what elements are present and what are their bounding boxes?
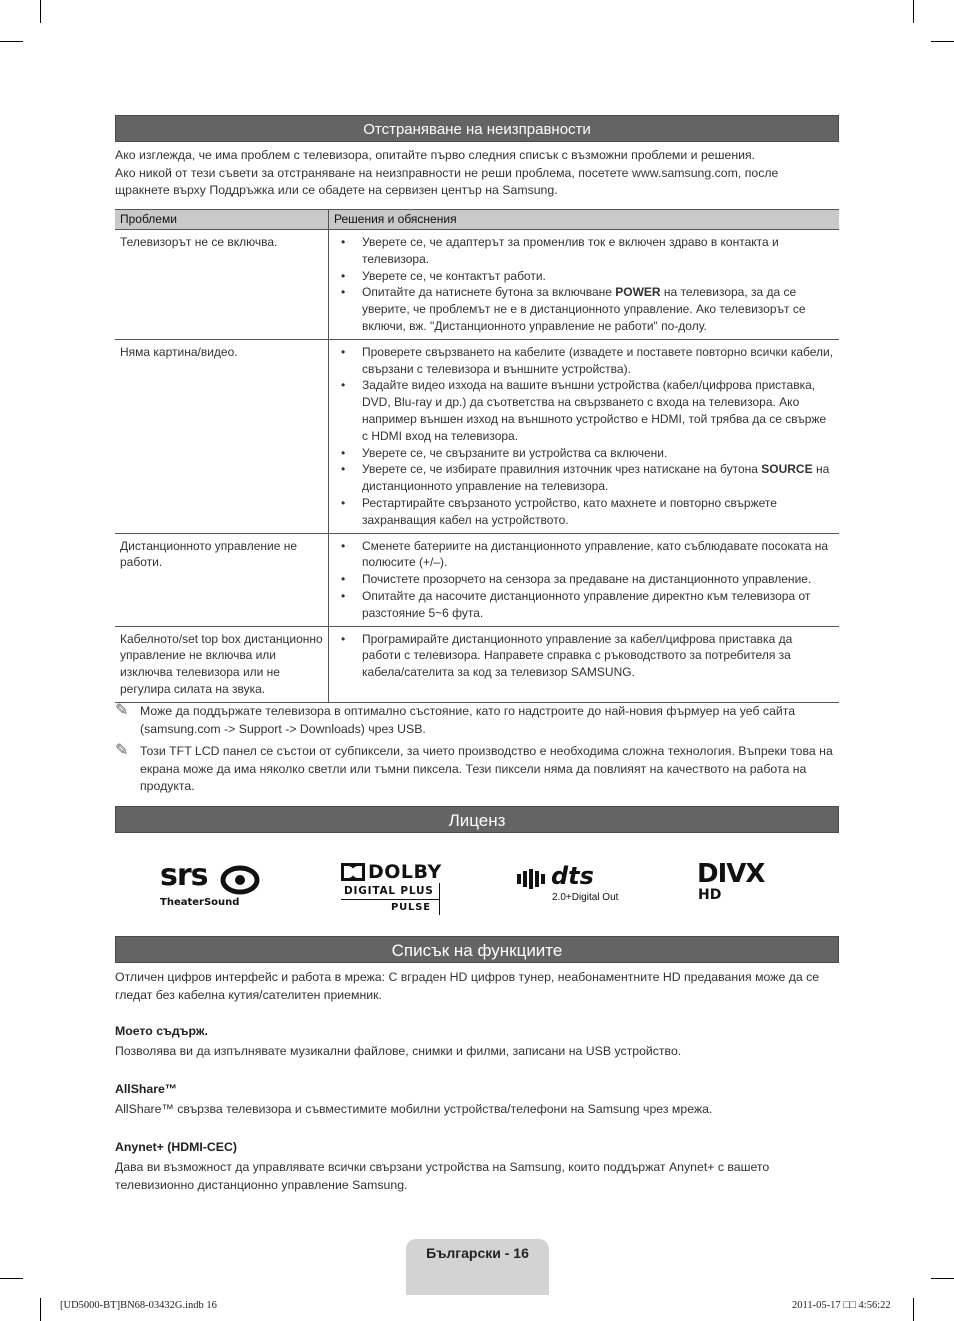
column-header-problems: Проблеми <box>115 210 329 230</box>
table-row <box>115 339 839 533</box>
dolby-pulse-text: PULSE <box>391 902 431 913</box>
troubleshooting-intro <box>115 147 839 200</box>
srs-logo <box>160 858 260 912</box>
feature-text: AllShare™ свързва телевизора и съвместимите мобилни устройства/телефони на Samsung чрез мрежа. <box>115 1102 713 1116</box>
feature-heading: Anynet+ (HDMI-CEC) <box>115 1140 237 1154</box>
note-text: Този TFT LCD панел се състои от субпиксели, за чието производство е необходима сложна технология. Въпреки това на екрана може да има няколко светли или тъмни пиксела. Тези пиксели няма да повлияят на качеството на работа на продукта. <box>140 744 833 793</box>
dts-logo <box>517 862 622 906</box>
features-intro: Отличен цифров интерфейс и работа в мрежа: С вграден HD цифров тунер, неабонаментните HD предавания може да се гледат без кабелна кутия/сателитен приемник. <box>115 970 820 1002</box>
solutions-cell <box>329 339 840 533</box>
srs-logo-subtext: TheaterSound <box>160 897 240 908</box>
divx-hd-text: HD <box>698 887 722 903</box>
dolby-frame-line <box>439 883 440 915</box>
srs-swirl-icon <box>220 865 260 895</box>
feature-text: Позволява ви да изпълнявате музикални файлове, снимки и филми, записани на USB устройство. <box>115 1044 682 1058</box>
solution-item: • Уверете се, че контактът работи. <box>334 268 834 285</box>
table-header-row <box>115 210 839 230</box>
crop-mark <box>0 1278 23 1279</box>
intro-line: Ако никой от тези съвети за отстраняване на неизправности не реши проблема, посетете www.samsung.com, после <box>115 165 779 180</box>
solution-item: • Почистете прозорчето на сензора за предаване на дистанционното управление. <box>334 571 834 588</box>
problem-cell: Телевизорът не се включва. <box>115 230 329 340</box>
table-row <box>115 626 839 702</box>
section-title-features: Списък на функциите <box>115 936 839 963</box>
pencil-note-icon: ✎ <box>115 702 129 719</box>
column-header-solutions: Решения и обяснения <box>329 210 840 230</box>
crop-mark <box>40 1298 41 1321</box>
dolby-double-d-icon <box>341 863 365 881</box>
dolby-logo-text: DOLBY <box>368 861 442 883</box>
crop-mark <box>913 1298 914 1321</box>
solution-item: • Уверете се, че свързаните ви устройства са включени. <box>334 445 834 462</box>
note-firmware <box>115 703 839 738</box>
solutions-cell <box>329 533 840 626</box>
page-number-label: Български - 16 <box>426 1245 529 1261</box>
print-date-info: 2011-05-17 □□ 4:56:22 <box>792 1300 891 1311</box>
intro-line: Ако изглежда, че има проблем с телевизора, опитайте първо следния списък с възможни проблеми и решения. <box>115 148 756 162</box>
solution-item: • Уверете се, че адаптерът за променлив ток е включен здраво в контакта и телевизора. <box>334 234 834 268</box>
srs-logo-text: srs <box>160 858 208 893</box>
keyword-source: SOURCE <box>761 462 813 477</box>
crop-mark <box>40 0 41 23</box>
keyword-power: POWER <box>615 285 661 300</box>
dolby-digital-plus-text: DIGITAL PLUS <box>344 885 434 897</box>
feature-heading: AllShare™ <box>115 1082 178 1096</box>
dts-wave-icon <box>517 868 549 890</box>
solutions-cell <box>329 230 840 340</box>
dts-logo-text: dts <box>551 862 594 890</box>
solution-item: • Задайте видео изхода на вашите външни устройства (кабел/цифрова приставка, DVD, Blu-ray и др.) да съответства на свързването с входа на телевизора. Ако например външен изход на външното устройство е HDMI, той трябва да се свърже с HDMI вход на телевизора. <box>334 377 834 444</box>
table-row <box>115 533 839 626</box>
problem-cell: Няма картина/видео. <box>115 339 329 533</box>
solution-item: • Уверете се, че избирате правилния източник чрез натискане на бутона SOURCE на дистанционното управление на телевизора. <box>334 461 834 495</box>
section-title-troubleshooting: Отстраняване на неизправности <box>115 115 839 142</box>
solution-item: • Рестартирайте свързаното устройство, като махнете и повторно свържете захранващия кабел на устройството. <box>334 495 834 529</box>
solution-item: • Програмирайте дистанционното управление за кабел/цифрова приставка да работи с телевизора. Направете справка с ръководството за потребителя за кабела/сателита за код за телевизор SAMSUNG. <box>334 631 834 681</box>
section-title-license: Лиценз <box>115 806 839 833</box>
crop-mark <box>931 41 954 42</box>
table-row <box>115 230 839 340</box>
dolby-divider <box>341 899 440 900</box>
solution-item: • Опитайте да натиснете бутона за включване POWER на телевизора, за да се уверите, че проблемът не е в дистанционното управление. Ако телевизорът се включи, вж. "Дистанционното управление не работи" по-долу. <box>334 284 834 334</box>
solution-item: • Сменете батериите на дистанционното управление, като съблюдавате посоката на полюсите (+/–). <box>334 538 834 572</box>
crop-mark <box>0 41 23 42</box>
note-text: Може да поддържате телевизора в оптимално състояние, като го надстроите до най-новия фърмуер на уеб сайта (samsung.com -> Support -> Downloads) чрез USB. <box>140 704 796 736</box>
problem-cell: Кабелното/set top box дистанционно управление не включва или изключва телевизора или не регулира силата на звука. <box>115 626 329 702</box>
solution-item: • Проверете свързването на кабелите (извадете и поставете повторно всички кабели, свързани с телевизора и външните устройства). <box>334 344 834 378</box>
dts-logo-subtext: 2.0+Digital Out <box>552 892 619 903</box>
problem-cell: Дистанционното управление не работи. <box>115 533 329 626</box>
feature-text: Дава ви възможност да управлявате всички свързани устройства на Samsung, които поддържат Anynet+ с вашето телевизионно дистанционно управление Samsung. <box>115 1160 770 1192</box>
solution-item: • Опитайте да насочите дистанционното управление директно към телевизора от разстояние 5~6 фута. <box>334 588 834 622</box>
note-pixels <box>115 743 839 796</box>
solutions-cell <box>329 626 840 702</box>
print-file-info: [UD5000-BT]BN68-03432G.indb 16 <box>60 1300 217 1311</box>
troubleshooting-table <box>115 209 839 703</box>
intro-line: щракнете върху Поддръжка или се обадете на сервизен център на Samsung. <box>115 183 558 197</box>
crop-mark <box>931 1278 954 1279</box>
feature-heading: Моето съдърж. <box>115 1024 208 1038</box>
pencil-note-icon: ✎ <box>115 742 129 759</box>
dolby-logo <box>341 861 441 915</box>
divx-logo <box>697 859 797 906</box>
crop-mark <box>913 0 914 23</box>
divx-logo-text: DIVX <box>697 859 765 889</box>
